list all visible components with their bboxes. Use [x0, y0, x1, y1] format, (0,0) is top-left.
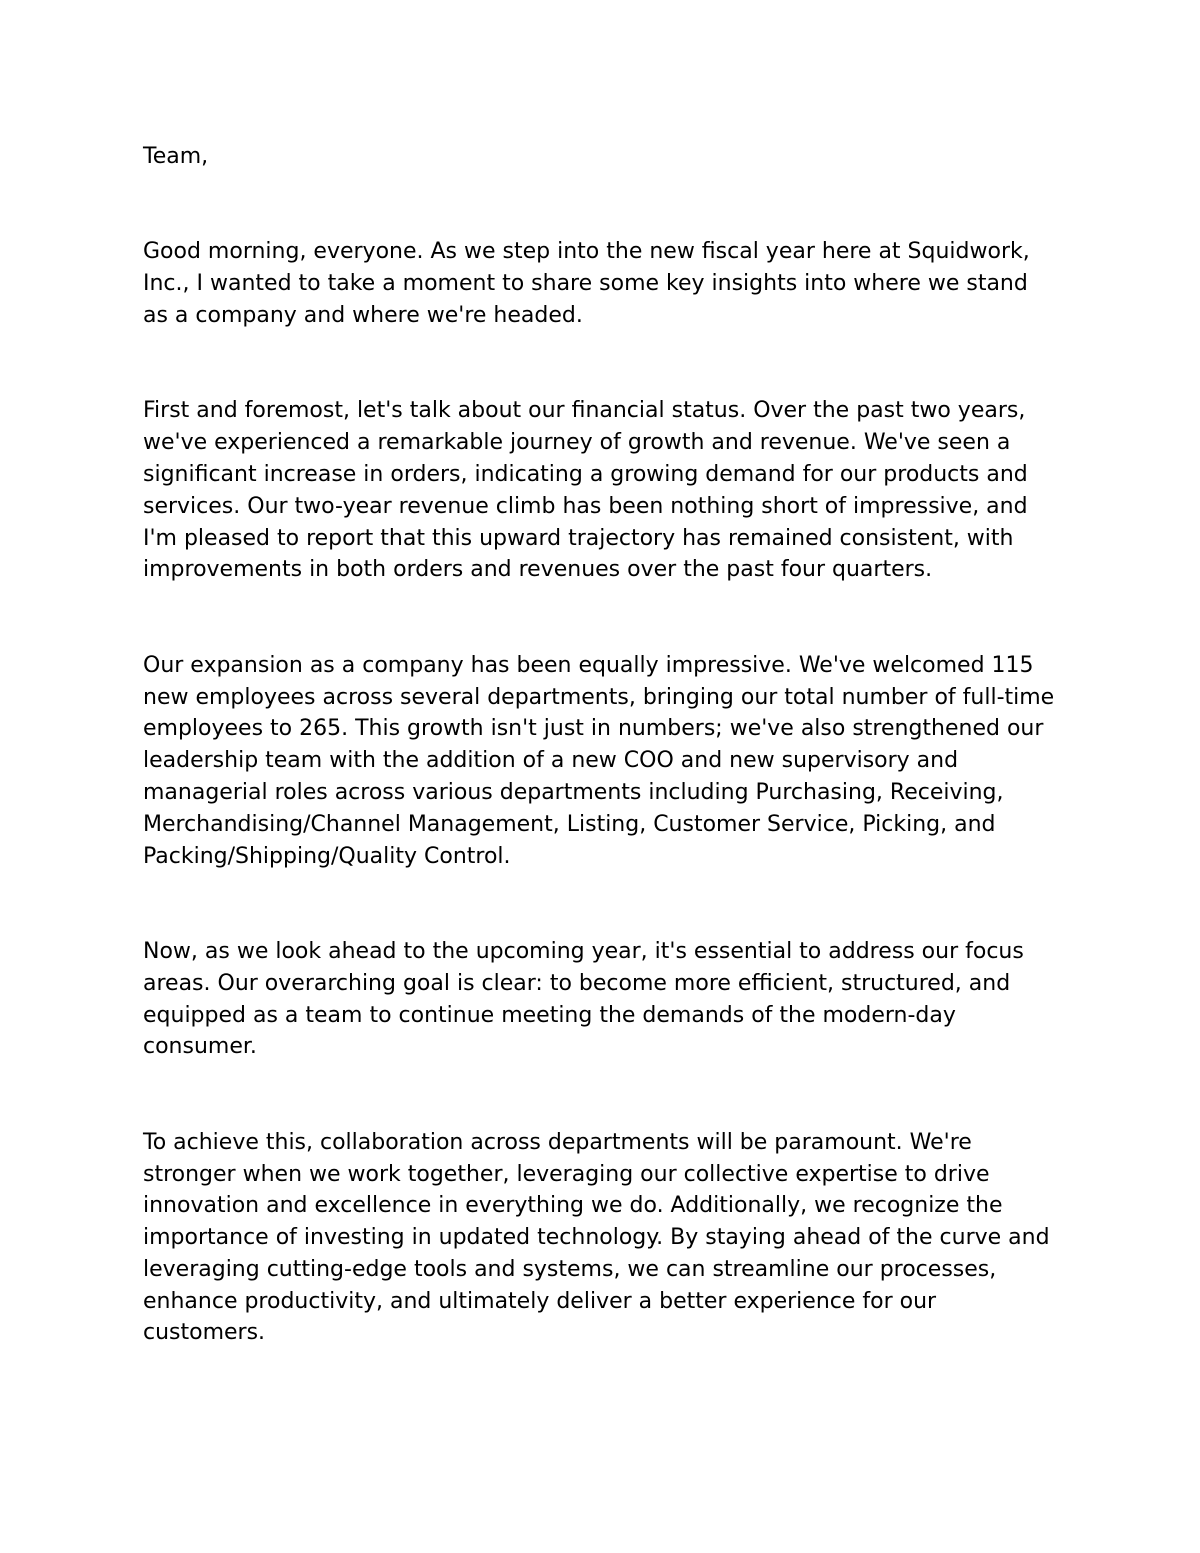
salutation: Team, — [143, 144, 209, 169]
paragraph-financial-status: First and foremost, let's talk about our financial status. Over the past two years, we've experienced a remarkable journey of growth and revenue. We've seen a significant increase in orders, indicating a growing demand for our products and services. Our two-year revenue climb has been nothing short of impressive, and I'm pleased to report that this upward trajectory has remained consistent, with improvements in both orders and revenues over the past four quarters. — [143, 398, 1028, 583]
letter-body — [143, 141, 1058, 1349]
paragraph-focus-areas: Now, as we look ahead to the upcoming year, it's essential to address our focus areas. Our overarching goal is clear: to become more efficient, structured, and equipped as a team to continue meeting the demands of the modern-day consumer. — [143, 938, 1024, 1060]
paragraph-intro: Good morning, everyone. As we step into the new fiscal year here at Squidwork, Inc., I wanted to take a moment to share some key insights into where we stand as a company and where we're headed. — [143, 239, 1030, 328]
paragraph-expansion: Our expansion as a company has been equally impressive. We've welcomed 115 new employees across several departments, bringing our total number of full-time employees to 265. This growth isn't just in numbers; we've also strengthened our leadership team with the addition of a new COO and new supervisory and managerial roles across various departments including Purchasing, Receiving, Merchandising/Channel Management, Listing, Customer Service, Picking, and Packing/Shipping/Quality Control. — [143, 652, 1055, 869]
paragraph-collaboration: To achieve this, collaboration across departments will be paramount. We're stronger when we work together, leveraging our collective expertise to drive innovation and excellence in everything we do. Additionally, we recognize the importance of investing in updated technology. By staying ahead of the curve and leveraging cutting-edge tools and systems, we can streamline our processes, enhance productivity, and ultimately deliver a better experience for our customers. — [143, 1129, 1050, 1346]
